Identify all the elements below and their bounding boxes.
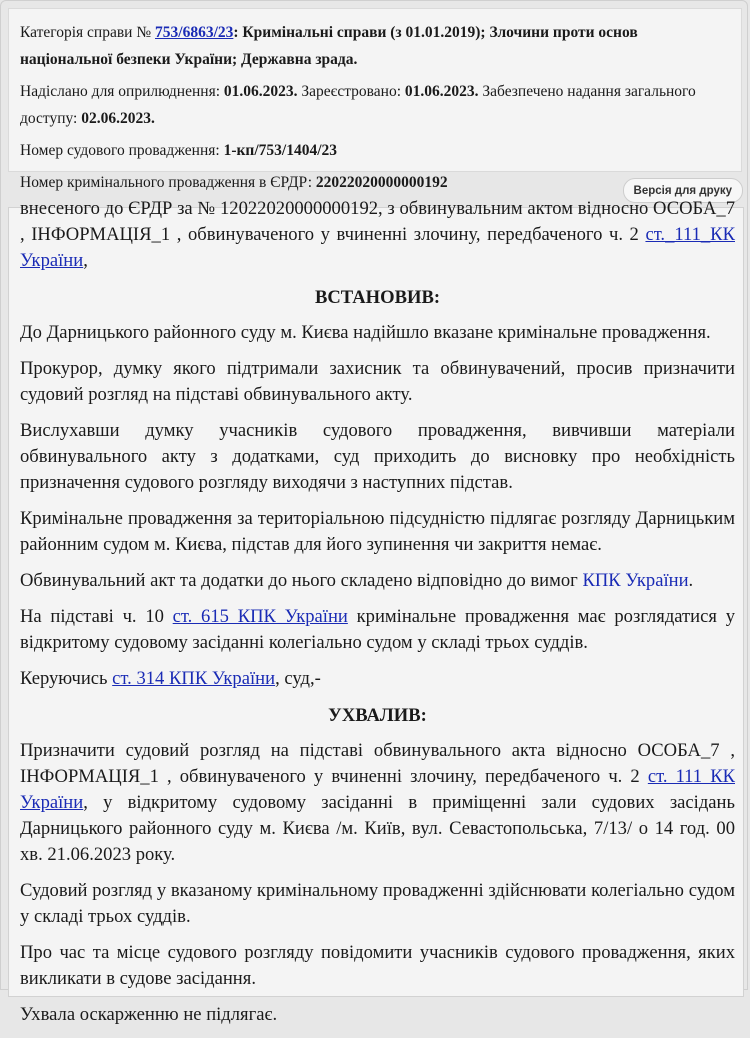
paragraph — [20, 604, 735, 656]
text: кримінальне провадження має розглядатися у відкритому судовому засіданні колегіально судом у складі трьох суддів. — [20, 606, 735, 653]
article-615-link[interactable]: ст. 615 КПК України — [172, 606, 348, 627]
court-proceeding-number: 1-кп/753/1404/23 — [223, 142, 338, 159]
paragraph: Судовий розгляд у вказаному кримінальному провадженні здійснювати колегіально судом у складі трьох суддів. — [20, 880, 735, 927]
kpk-link[interactable]: КПК України — [582, 570, 689, 591]
criminal-proceeding-number: 22022020000000192 — [315, 174, 448, 191]
article-314-link[interactable]: ст. 314 КПК України — [112, 668, 276, 689]
text: , у відкритому судовому засіданні в приміщенні зали судових засідань Дарницького районного суду м. Києва /м. Київ, вул. Севастопольська, 7/13/ о 14 год. 00 хв. 21.06.2023 року. — [20, 792, 735, 865]
paragraph — [20, 666, 735, 692]
sent-label: Надіслано для оприлюднення: — [20, 83, 224, 100]
paragraph: Про час та місце судового розгляду повідомити учасників судового провадження, яких викликати в судове засідання. — [20, 942, 735, 989]
court-proceeding — [20, 137, 730, 164]
registered-date: 01.06.2023. — [404, 83, 479, 100]
text: , — [83, 250, 88, 271]
paragraph — [20, 568, 735, 594]
case-number-link[interactable]: 753/6863/23 — [155, 24, 234, 41]
text: Керуючись — [20, 668, 113, 689]
print-version-button[interactable]: Версія для друку — [623, 178, 743, 203]
article-111-link[interactable]: ст. 111 КК України — [20, 766, 735, 813]
paragraph-intro — [20, 196, 735, 274]
registered-label: Зареєстровано: — [297, 83, 405, 100]
paragraph: Кримінальне провадження за територіальною підсудністю підлягає розгляду Дарницьким районним судом м. Києва, підстав для його зупинення чи закриття немає. — [20, 508, 735, 555]
text: . — [688, 570, 694, 591]
paragraph: До Дарницького районного суду м. Києва надійшло вказане кримінальне провадження. — [20, 322, 711, 343]
category-value: : Кримінальні справи (з 01.01.2019); Злочини проти основ національної безпеки України; Державна зрада. — [20, 24, 638, 68]
text: Обвинувальний акт та додатки до нього складено відповідно до вимог — [20, 570, 583, 591]
case-category — [20, 19, 730, 73]
paragraph: Ухвала оскарженню не підлягає. — [20, 1004, 278, 1025]
document-text — [20, 196, 735, 1038]
heading-ruled: УХВАЛИВ: — [328, 705, 427, 726]
criminal-proceeding-label: Номер кримінального провадження в ЄРДР: — [20, 174, 316, 191]
sent-date: 01.06.2023. — [223, 83, 298, 100]
court-proceeding-label: Номер судового провадження: — [20, 142, 224, 159]
text: внесеного до ЄРДР за № 12022020000000192, з обвинувальним актом відносно ОСОБА_7 , ІНФОРМАЦІЯ_1 , обвинуваченого у вчиненні злочину, передбаченого ч. 2 — [20, 198, 735, 245]
access-label: Забезпечено надання загального доступу: — [20, 83, 696, 127]
access-date: 02.06.2023. — [81, 110, 155, 127]
article-111-link[interactable]: ст._111_КК України — [20, 224, 735, 271]
paragraph — [20, 738, 735, 868]
heading-established: ВСТАНОВИВ: — [314, 287, 441, 308]
document-body[interactable] — [8, 198, 744, 1025]
category-label: Категорія справи № — [20, 24, 156, 41]
publication-dates — [20, 78, 730, 132]
paragraph: Прокурор, думку якого підтримали захисник та обвинувачений, просив призначити судовий розгляд на підставі обвинувального акту. — [20, 358, 735, 405]
text: , суд,- — [275, 668, 321, 689]
text: Призначити судовий розгляд на підставі обвинувального акта відносно ОСОБА_7 , ІНФОРМАЦІЯ_1 , обвинуваченого у вчиненні злочину, передбаченого ч. 2 — [20, 740, 735, 787]
text: На підставі ч. 10 — [20, 606, 173, 627]
paragraph: Вислухавши думку учасників судового провадження, вивчивши матеріали обвинувального акту з додатками, суд приходить до висновку про необхідність призначення судового розгляду виходячи з наступних підстав. — [20, 420, 735, 493]
